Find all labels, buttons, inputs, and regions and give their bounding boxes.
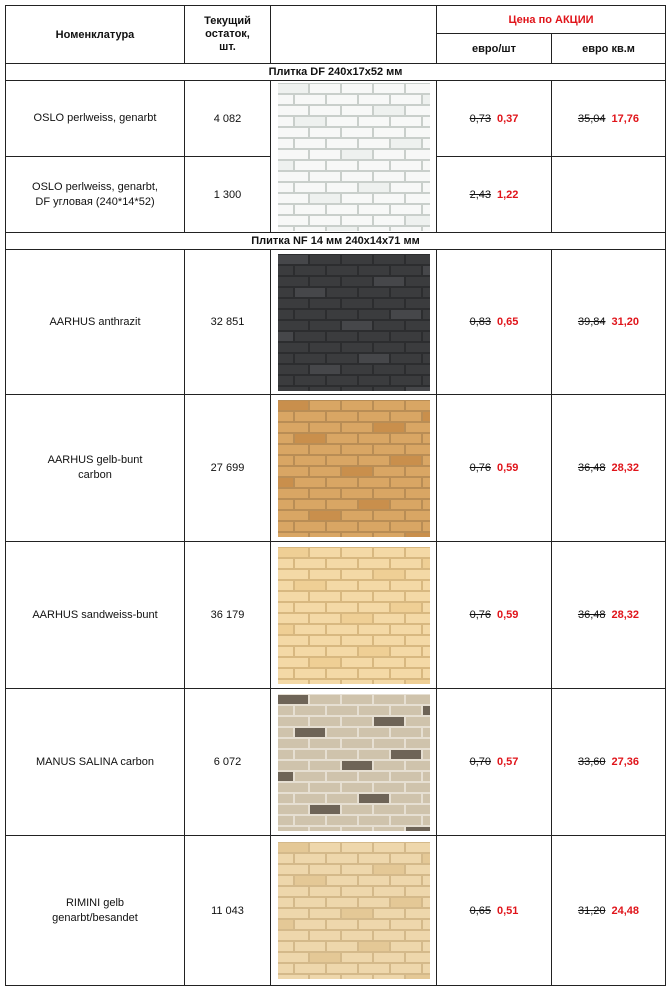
stock-value: 27 699 (185, 395, 271, 542)
stock-value: 4 082 (185, 81, 271, 157)
new-price-unit: 0,59 (497, 462, 519, 474)
price-table (5, 5, 666, 986)
tile-image-aarhus-gelb (271, 395, 437, 542)
brick-swatch-rimini (278, 842, 430, 979)
product-name: AARHUS sandweiss-bunt (6, 542, 185, 689)
price-sqm-cell-empty (552, 157, 666, 233)
tile-image-aarhus-anthrazit (271, 250, 437, 395)
product-name: MANUS SALINA carbon (6, 689, 185, 836)
tile-image-oslo (271, 81, 437, 233)
new-price-unit: 1,22 (497, 188, 519, 201)
price-unit-cell (437, 250, 552, 395)
price-sqm-cell (552, 542, 666, 689)
product-name: AARHUS gelb-bunt carbon (6, 395, 185, 542)
price-unit-cell (437, 395, 552, 542)
header-stock-line3: шт. (219, 41, 236, 53)
tile-image-aarhus-sand (271, 542, 437, 689)
price-unit-cell (437, 542, 552, 689)
price-sqm-cell (552, 395, 666, 542)
new-price-sqm: 31,20 (611, 316, 640, 328)
old-price-sqm: 39,84 (577, 316, 606, 328)
header-name: Номенклатура (6, 6, 185, 64)
price-unit-cell (437, 157, 552, 233)
stock-value: 1 300 (185, 157, 271, 233)
stock-value: 36 179 (185, 542, 271, 689)
new-price-sqm: 28,32 (611, 609, 640, 621)
tile-image-manus-salina (271, 689, 437, 836)
header-price-group: Цена по АКЦИИ (437, 6, 666, 34)
price-sqm-cell (552, 689, 666, 836)
new-price-sqm: 27,36 (611, 756, 640, 768)
brick-swatch-aarhus-gelb (278, 400, 430, 537)
product-name: RIMINI gelb genarbt/besandet (6, 836, 185, 986)
stock-value: 11 043 (185, 836, 271, 986)
price-unit-cell (437, 81, 552, 157)
header-stock (185, 6, 271, 64)
header-price-sqm: евро кв.м (552, 34, 666, 64)
brick-swatch-manus-salina (278, 694, 430, 831)
stock-value: 32 851 (185, 250, 271, 395)
tile-image-rimini (271, 836, 437, 986)
price-sqm-cell (552, 81, 666, 157)
old-price-sqm: 31,20 (577, 904, 606, 917)
brick-swatch-aarhus-sand (278, 547, 430, 684)
new-price-unit: 0,65 (497, 316, 519, 328)
product-name: AARHUS anthrazit (6, 250, 185, 395)
header-stock-line2: остаток, (205, 28, 250, 40)
section-title: Плитка DF 240x17x52 мм (6, 64, 666, 81)
old-price-unit: 0,70 (469, 756, 491, 768)
old-price-unit: 0,76 (469, 462, 491, 474)
brick-swatch-aarhus-anthrazit (278, 254, 430, 391)
new-price-unit: 0,59 (497, 609, 519, 621)
product-name: OSLO perlweiss, genarbt, DF угловая (240*14*52) (6, 157, 185, 233)
old-price-unit: 0,76 (469, 609, 491, 621)
old-price-sqm: 33,60 (577, 756, 606, 768)
price-unit-cell (437, 836, 552, 986)
new-price-sqm: 24,48 (611, 904, 640, 917)
header-image (271, 6, 437, 64)
old-price-unit: 0,65 (469, 904, 491, 917)
section-title: Плитка NF 14 мм 240x14x71 мм (6, 233, 666, 250)
price-sqm-cell (552, 250, 666, 395)
new-price-unit: 0,37 (497, 112, 519, 125)
header-price-unit: евро/шт (437, 34, 552, 64)
old-price-sqm: 36,48 (577, 462, 606, 474)
old-price-sqm: 36,48 (577, 609, 606, 621)
old-price-unit: 0,83 (469, 316, 491, 328)
brick-swatch-oslo (278, 83, 430, 231)
product-name: OSLO perlweiss, genarbt (6, 81, 185, 157)
stock-value: 6 072 (185, 689, 271, 836)
old-price-unit: 2,43 (469, 188, 491, 201)
header-stock-line1: Текущий (204, 15, 251, 27)
price-sqm-cell (552, 836, 666, 986)
new-price-unit: 0,57 (497, 756, 519, 768)
old-price-unit: 0,73 (469, 112, 491, 125)
new-price-sqm: 17,76 (611, 112, 640, 125)
new-price-unit: 0,51 (497, 904, 519, 917)
new-price-sqm: 28,32 (611, 462, 640, 474)
old-price-sqm: 35,04 (577, 112, 606, 125)
price-unit-cell (437, 689, 552, 836)
